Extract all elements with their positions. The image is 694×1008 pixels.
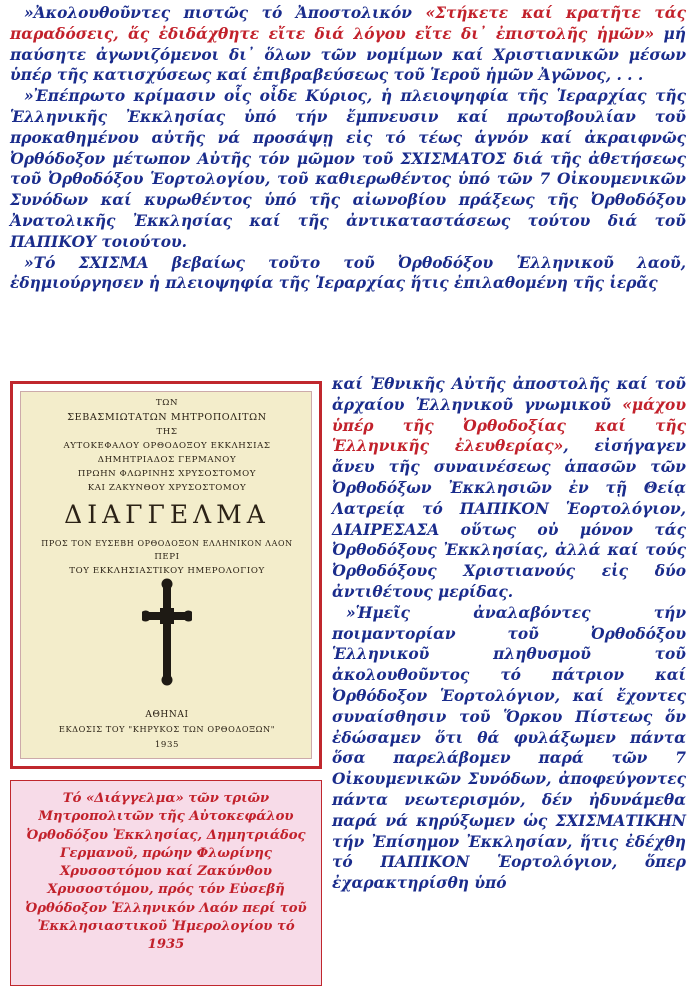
paragraph-1	[10, 3, 686, 86]
doc-title: ΔΙΑΓΓΕΛΜΑ	[64, 500, 270, 529]
doc-year: 1935	[154, 740, 180, 750]
paragraph-3-start: »Τό ΣΧΙΣΜΑ βεβαίως τοῦτο τοῦ Ὀρθοδόξου Ἑλληνικοῦ λαοῦ, ἐδημιούργησεν ἡ πλειοψηφία τῆς Ἱεραρχίας ἥτις ἐπιλαθομένη τῆς ἱερᾶς	[10, 253, 686, 293]
paragraph-2: »Ἐπέπρωτο κρίμασιν οἷς οἶδε Κύριος, ἡ πλειοψηφία τῆς Ἱεραρχίας τῆς Ἑλληνικῆς Ἐκκλησίας ὑπό τήν ἔμπνευσιν καί πρωτοβουλίαν τοῦ προκαθημένου αὐτῆς νά προσάψῃ εἰς τό τέως ἁγνόν καί ἀκραιφνῶς Ὀρθόδοξον μέτωπον Αὐτῆς τόν μῶμον τοῦ ΣΧΙΣΜΑΤΟΣ διά τῆς ἀθετήσεως τοῦ Ὀρθοδόξου Ἑορτολογίου, τοῦ καθιερωθέντος ὑπό τῶν 7 Οἰκουμενικῶν Συνόδων καί κυρωθέντος ὑπό τῆς αἰωνοβίου πράξεως τῆς Ὀρθοδόξου Ἀνατολικῆς Ἐκκλησίας καί τῆς ἀντικαταστάσεως τούτου διά τοῦ ΠΑΠΙΚΟΥ τοιούτου.	[10, 87, 686, 251]
document-image	[20, 391, 312, 759]
right-column-text	[332, 374, 686, 894]
doc-line-8: ΠΡΟΣ ΤΟΝ ΕΥΣΕΒΗ ΟΡΘΟΔΟΞΟΝ ΕΛΛΗΝΙΚΟΝ ΛΑΟΝ	[41, 539, 293, 548]
doc-line-5: ΔΗΜΗΤΡΙΑΔΟΣ ΓΕΡΜΑΝΟΥ	[97, 455, 237, 465]
doc-line-9: ΠΕΡΙ	[154, 552, 180, 562]
top-text-block	[10, 3, 686, 294]
document-image-frame	[10, 381, 322, 769]
doc-line-10: ΤΟΥ ΕΚΚΛΗΣΙΑΣΤΙΚΟΥ ΗΜΕΡΟΛΟΓΙΟΥ	[69, 566, 265, 576]
paragraph-1-quote: «Στήκετε καί κρατῆτε τάς παραδόσεις, ἅς ἐδιδάχθητε εἴτε διά λόγου εἴτε δι᾿ ἐπιστολῆς ἡμῶν»	[10, 4, 686, 43]
doc-line-3: ΤΗΣ	[156, 427, 178, 437]
doc-city: ΑΘΗΝΑΙ	[145, 710, 189, 720]
paragraph-3-cont-end: , εἰσήγαγεν ἄνευ τῆς συναινέσεως ἁπασῶν τῶν Ὀρθοδόξων Ἐκκλησιῶν ἐν τῇ Θείᾳ Λατρείᾳ τό ΠΑΠΙΚΟΝ Ἑορτολόγιον, ΔΙΑΙΡΕΣΑΣΑ οὕτως οὐ μόνον τάς Ὀρθοδόξους Ἐκκλησίας, ἀλλά καί τούς Ὀρθοδόξους Χριστιανούς εἰς δύο ἀντιθέτους μερίδας.	[332, 437, 686, 601]
cross-icon	[142, 578, 192, 686]
doc-publisher: ΕΚΔΟΣΙΣ ΤΟΥ "ΚΗΡΥΚΟΣ ΤΩΝ ΟΡΘΟΔΟΞΩΝ"	[58, 724, 276, 734]
image-caption: Τό «Διάγγελμα» τῶν τριῶν Μητροπολιτῶν τῆς Αὐτοκεφάλου Ὀρθοδόξου Ἐκκλησίας, Δημητριάδος Γερμανοῦ, πρώην Φλωρίνης Χρυσοστόμου καί Ζακύνθου Χρυσοστόμου, πρός τόν Εὐσεβῆ Ὀρθόδοξον Ἑλληνικόν Λαόν περί τοῦ Ἐκκλησιαστικοῦ Ἡμερολογίου τό 1935	[10, 780, 322, 986]
doc-line-4: ΑΥΤΟΚΕΦΑΛΟΥ ΟΡΘΟΔΟΞΟΥ ΕΚΚΛΗΣΙΑΣ	[63, 441, 271, 451]
paragraph-4: »Ἡμεῖς ἀναλαβόντες τήν ποιμαντορίαν τοῦ Ὀρθοδόξου Ἑλληνικοῦ πληθυσμοῦ τοῦ ἀκολουθοῦντος τό πάτριον καί Ὀρθόδοξον Ἑορτολόγιον, καί ἔχοντες συναίσθησιν τοῦ Ὅρκου Πίστεως ὅν ἐδώσαμεν ὅτι θά φυλάξωμεν πάντα ὅσα παρελάβομεν παρά τῶν 7 Οἰκουμενικῶν Συνόδων, ἀποφεύγοντες πάντα νεωτερισμόν, δέν ἠδυνάμεθα παρά νά κηρύξωμεν ὡς ΣΧΙΣΜΑΤΙΚΗΝ τήν Ἐπίσημον Ἐκκλησίαν, ἥτις ἐδέχθη τό ΠΑΠΙΚΟΝ Ἑορτολόγιον, ὅπερ ἐχαρακτηρίσθη ὑπό	[332, 603, 686, 893]
doc-line-6: ΠΡΩΗΝ ΦΛΩΡΙΝΗΣ ΧΡΥΣΟΣΤΟΜΟΥ	[77, 469, 257, 479]
paragraph-1-end: μή παύσητε ἀγωνιζόμενοι δι᾿ ὅλων τῶν νομίμων καί Χριστιανικῶν μέσων ὑπέρ τῆς κατισχύσεως καί ἐπιβραβεύσεως τοῦ Ἱεροῦ ἡμῶν Ἀγῶνος, . . .	[10, 24, 686, 85]
paragraph-3-cont-start: καί Ἐθνικῆς Αὐτῆς ἀποστολῆς καί τοῦ ἀρχαίου Ἑλληνικοῦ γνωμικοῦ	[332, 375, 686, 414]
paragraph-3-continued	[332, 374, 686, 603]
doc-line-1: ΤΩΝ	[155, 398, 179, 408]
doc-line-2: ΣΕΒΑΣΜΙΩΤΑΤΩΝ ΜΗΤΡΟΠΟΛΙΤΩΝ	[67, 412, 267, 423]
doc-line-7: ΚΑΙ ΖΑΚΥΝΘΟΥ ΧΡΥΣΟΣΤΟΜΟΥ	[87, 483, 247, 493]
paragraph-3-quote: «μάχου ὑπέρ τῆς Ὀρθοδοξίας καί τῆς Ἑλληνικῆς ἐλευθερίας»	[332, 395, 686, 456]
paragraph-1-start: »Ἀκολουθοῦντες πιστῶς τό Ἀποστολικόν	[24, 4, 426, 22]
